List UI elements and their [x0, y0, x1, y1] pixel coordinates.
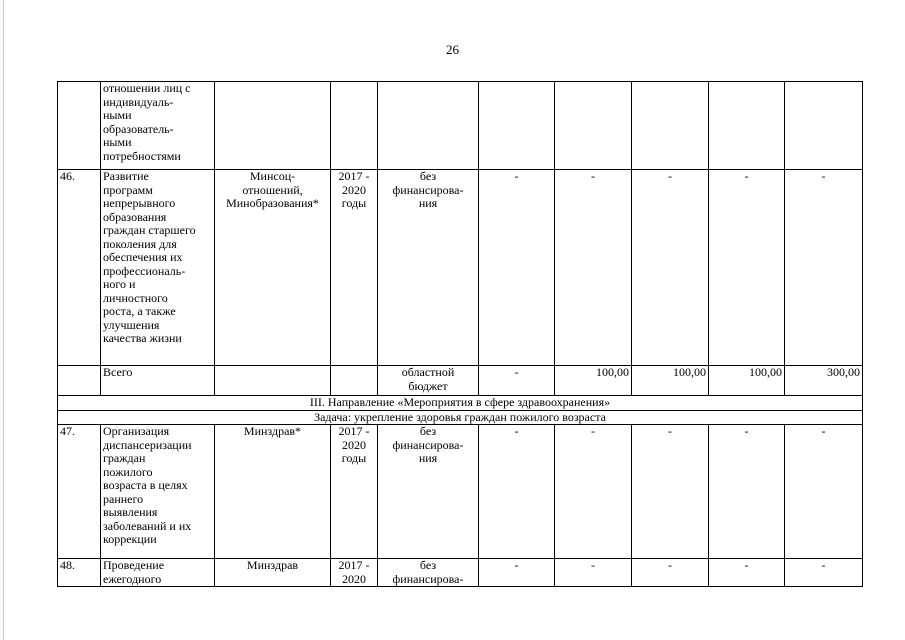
table-row — [58, 82, 863, 170]
value-2018: - — [555, 425, 632, 559]
executor: Минсоц- отношений, Минобразования* — [215, 170, 331, 366]
total-row — [58, 366, 863, 396]
executor — [215, 366, 331, 396]
value-2017: - — [479, 170, 555, 366]
task-heading-row — [58, 410, 863, 425]
row-number: 46. — [58, 170, 101, 366]
table-row — [58, 559, 863, 587]
value-total: - — [785, 425, 863, 559]
funding-source: без финансирова- ния — [378, 425, 479, 559]
value-2019 — [632, 82, 709, 170]
value-2017 — [479, 82, 555, 170]
table-row — [58, 425, 863, 559]
value-2019: 100,00 — [632, 366, 709, 396]
row-number — [58, 82, 101, 170]
value-2020: - — [709, 425, 785, 559]
value-2018 — [555, 82, 632, 170]
row-number: 47. — [58, 425, 101, 559]
measure-name: Всего — [101, 366, 215, 396]
funding-source: областной бюджет — [378, 366, 479, 396]
measure-name: Развитие программ непрерывного образования граждан старшего поколения для обеспечения их профессиональ- ного и личностного роста, а также улучшения качества жизни — [101, 170, 215, 366]
value-2020: - — [709, 559, 785, 587]
funding-source: без финансирова- — [378, 559, 479, 587]
table-row — [58, 170, 863, 366]
section-heading-row — [58, 396, 863, 411]
task-heading: Задача: укрепление здоровья граждан пожилого возраста — [58, 410, 863, 425]
period: 2017 - 2020 — [331, 559, 378, 587]
measures-table — [57, 81, 863, 587]
value-total: 300,00 — [785, 366, 863, 396]
value-2020 — [709, 82, 785, 170]
value-2020: 100,00 — [709, 366, 785, 396]
funding-source: без финансирова- ния — [378, 170, 479, 366]
measure-name: Проведение ежегодного — [101, 559, 215, 587]
executor: Минздрав* — [215, 425, 331, 559]
section-heading: III. Направление «Мероприятия в сфере здравоохранения» — [58, 396, 863, 411]
value-2017: - — [479, 559, 555, 587]
funding-source — [378, 82, 479, 170]
value-2018: - — [555, 170, 632, 366]
period: 2017 - 2020 годы — [331, 170, 378, 366]
executor — [215, 82, 331, 170]
value-2018: - — [555, 559, 632, 587]
period: 2017 - 2020 годы — [331, 425, 378, 559]
value-2019: - — [632, 559, 709, 587]
executor: Минздрав — [215, 559, 331, 587]
value-2019: - — [632, 425, 709, 559]
period — [331, 366, 378, 396]
period — [331, 82, 378, 170]
measure-name: Организация диспансеризации граждан пожилого возраста в целях раннего выявления заболеваний и их коррекции — [101, 425, 215, 559]
row-number — [58, 366, 101, 396]
value-2019: - — [632, 170, 709, 366]
value-total: - — [785, 170, 863, 366]
scan-edge-line — [3, 0, 4, 640]
row-number: 48. — [58, 559, 101, 587]
value-2018: 100,00 — [555, 366, 632, 396]
measure-name: отношении лиц с индивидуаль- ными образователь- ными потребностями — [101, 82, 215, 170]
value-2020: - — [709, 170, 785, 366]
value-2017: - — [479, 425, 555, 559]
page-number: 26 — [446, 42, 459, 57]
value-total — [785, 82, 863, 170]
value-total: - — [785, 559, 863, 587]
value-2017: - — [479, 366, 555, 396]
